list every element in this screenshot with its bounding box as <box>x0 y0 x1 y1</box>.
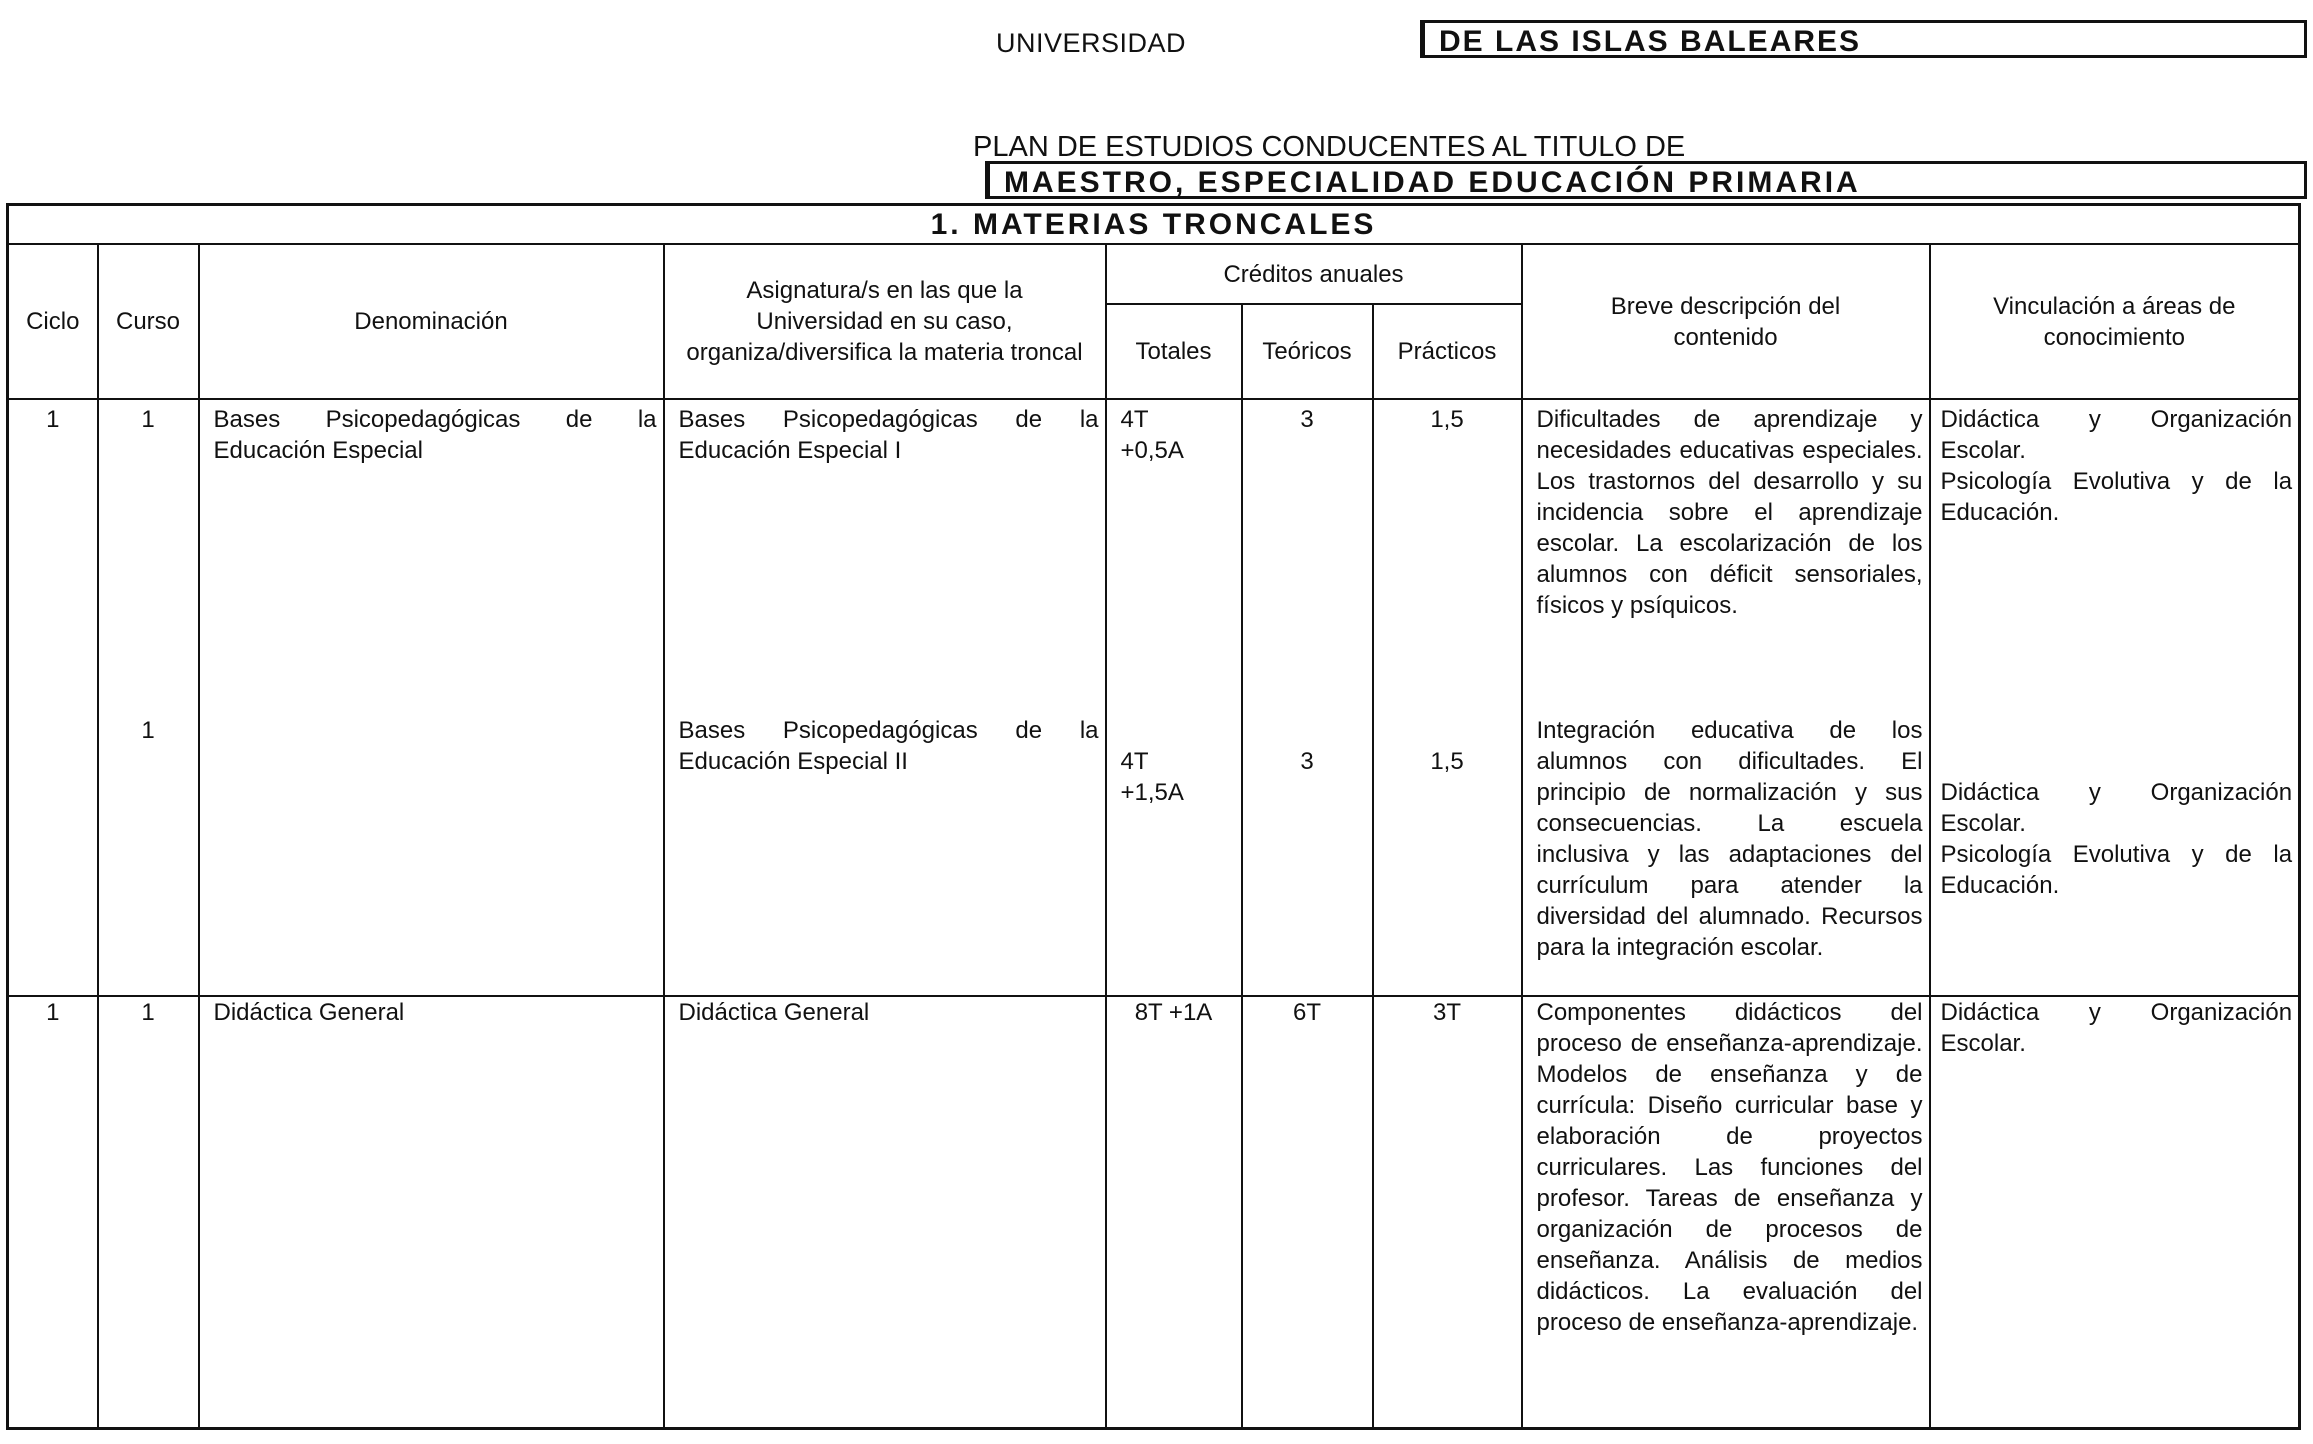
practicos-cell: 1,5 <box>1430 748 1464 775</box>
ciclo-cell: 1 <box>8 996 98 1428</box>
denominacion-cell: Bases Psicopedagógicas de la Educación Especial <box>199 399 664 996</box>
asignatura-cell: Bases Psicopedagógicas de la Educación Especial I <box>678 406 1099 464</box>
totales-cell: +0,5A <box>1120 437 1184 464</box>
descripcion-cell: Integración educativa de los alumnos con dificultades. El principio de normalización y sus consecuencias. La escuela inclusiva y las adaptaciones del currículum para atender la diversidad del alumnado. Recursos para la integración escolar. <box>1536 717 1923 961</box>
practicos-cell: 1,5 <box>1430 406 1464 433</box>
table-row <box>8 399 2300 996</box>
col-header-asignatura: Asignatura/s en las que la Universidad en su caso, organiza/diversifica la materia troncal <box>664 244 1106 399</box>
descripcion-cell: Dificultades de aprendizaje y necesidades educativas especiales. Los trastornos del desarrollo y su incidencia sobre el aprendizaje escolar. La escolarización de los alumnos con déficit sensoriales, físicos y psíquicos. <box>1536 406 1923 619</box>
university-name-box: DE LAS ISLAS BALEARES <box>1420 20 2307 58</box>
totales-cell: 4T <box>1120 406 1149 433</box>
col-header-vinculacion: Vinculación a áreas de conocimiento <box>1930 244 2300 399</box>
col-header-practicos: Prácticos <box>1373 304 1522 399</box>
col-header-curso: Curso <box>98 244 199 399</box>
vinculacion-cell: Didáctica y Organización Escolar. <box>1940 779 2293 837</box>
denominacion-cell: Didáctica General <box>199 996 664 1428</box>
col-header-ciclo: Ciclo <box>8 244 98 399</box>
vinculacion-cell: Didáctica y Organización Escolar. <box>1930 996 2300 1428</box>
university-label: UNIVERSIDAD <box>996 28 1187 58</box>
vinculacion-cell: Psicología Evolutiva y de la Educación. <box>1940 468 2293 526</box>
asignatura-cell: Bases Psicopedagógicas de la Educación Especial II <box>678 717 1099 775</box>
curso-cell: 1 <box>141 717 155 744</box>
teoricos-cell: 3 <box>1300 748 1314 775</box>
totales-cell: 4T <box>1120 748 1149 775</box>
curso-cell: 1 <box>98 996 199 1428</box>
curso-cell: 1 <box>141 406 155 433</box>
col-header-descripcion: Breve descripción del contenido <box>1522 244 1930 399</box>
ciclo-cell: 1 <box>46 406 60 433</box>
section-title: 1. MATERIAS TRONCALES <box>8 205 2300 245</box>
col-header-creditos: Créditos anuales <box>1106 244 1522 304</box>
plan-label: PLAN DE ESTUDIOS CONDUCENTES AL TITULO DE <box>973 131 1686 163</box>
practicos-cell: 3T <box>1373 996 1522 1428</box>
asignatura-cell: Didáctica General <box>664 996 1106 1428</box>
materias-troncales-table <box>6 203 2301 1430</box>
vinculacion-cell: Didáctica y Organización Escolar. <box>1940 406 2293 464</box>
col-header-totales: Totales <box>1106 304 1242 399</box>
table-row <box>8 996 2300 1428</box>
col-header-teoricos: Teóricos <box>1242 304 1373 399</box>
vinculacion-cell: Psicología Evolutiva y de la Educación. <box>1940 841 2293 899</box>
degree-title-box: MAESTRO, ESPECIALIDAD EDUCACIÓN PRIMARIA <box>985 161 2307 199</box>
totales-cell: +1,5A <box>1120 779 1184 806</box>
teoricos-cell: 3 <box>1300 406 1314 433</box>
descripcion-cell: Componentes didácticos del proceso de enseñanza-aprendizaje. Modelos de enseñanza y de currícula: Diseño curricular base y elaboración de proyectos curriculares. Las funciones del profesor. Tareas de enseñanza y organización de procesos de enseñanza. Análisis de medios didácticos. La evaluación del proceso de enseñanza-aprendizaje. <box>1522 996 1930 1428</box>
teoricos-cell: 6T <box>1242 996 1373 1428</box>
totales-cell: 8T +1A <box>1106 996 1242 1428</box>
col-header-denominacion: Denominación <box>199 244 664 399</box>
